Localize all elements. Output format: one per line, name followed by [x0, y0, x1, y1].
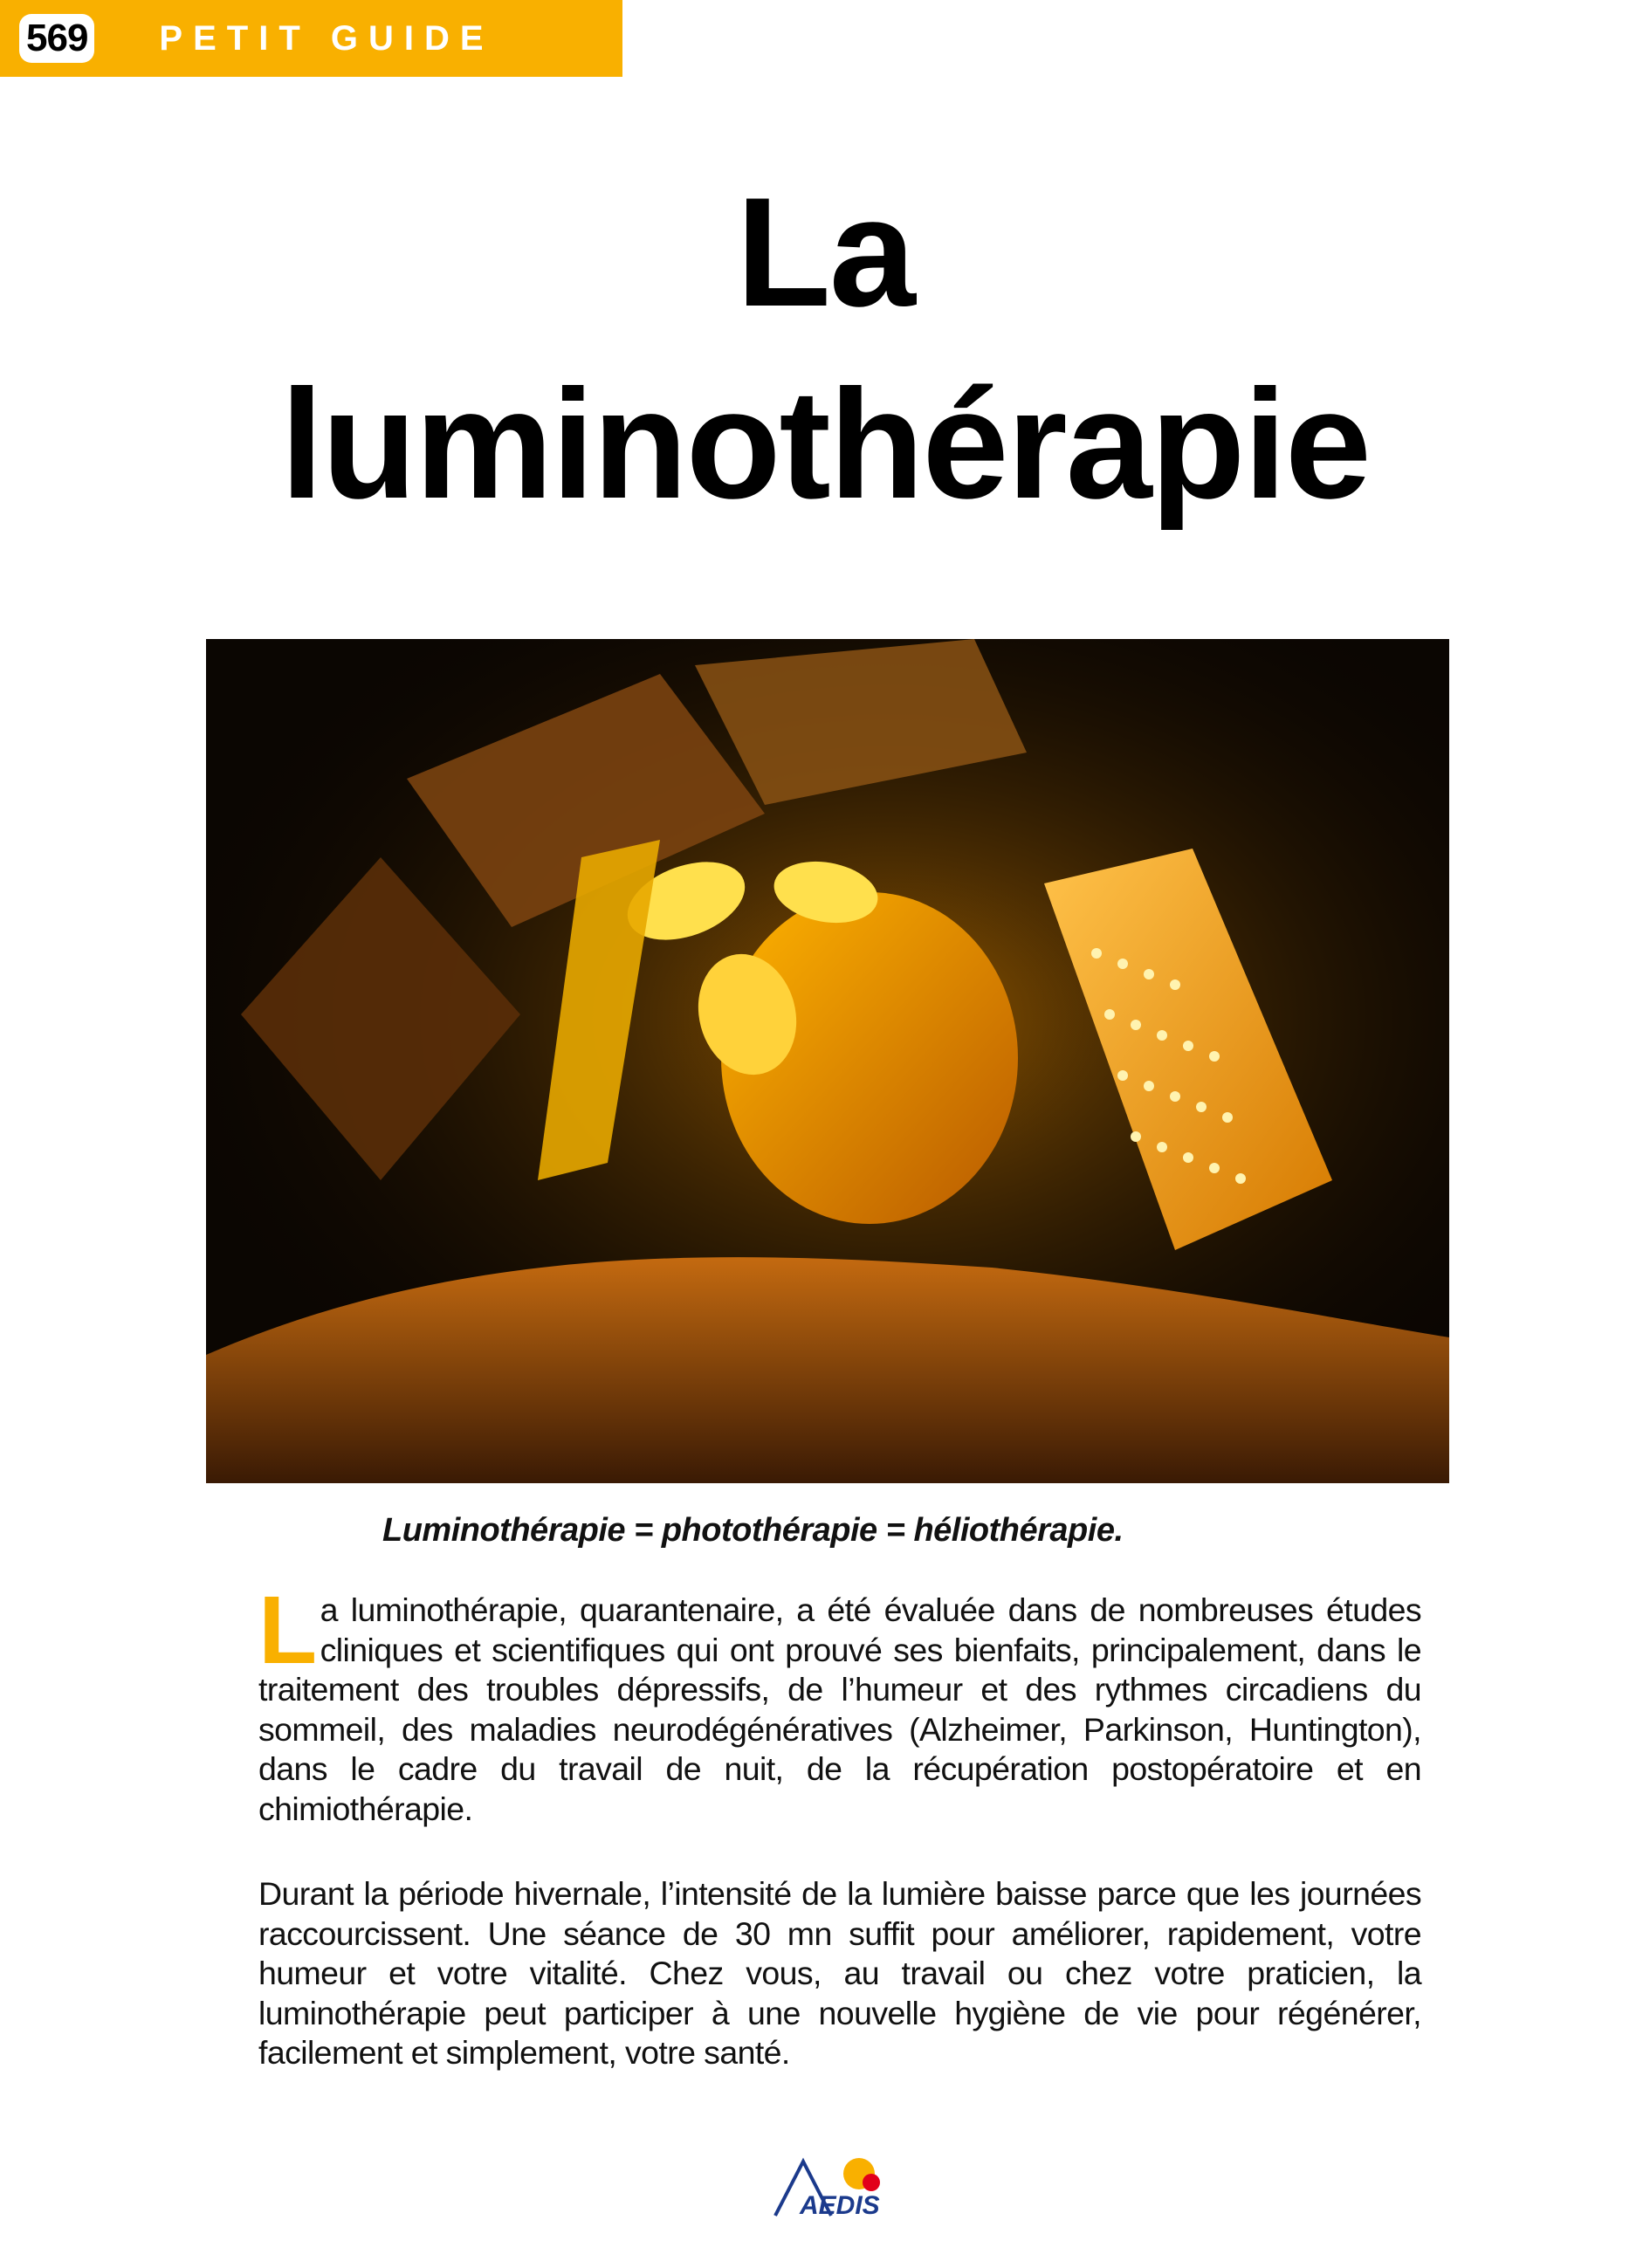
body-paragraph-2: Durant la période hivernale, l’intensité de la lumière baisse parce que les journées raccourcissent. Une séance de 30 mn suffit pour améliorer, rapidement, votre humeur et votre vitalité. Chez vous, au travail ou chez votre praticien, la luminothérapie peut participer à une nouvelle hygiène de vie pour régénérer, facilement et simplement, votre santé.	[258, 1875, 1421, 2071]
drop-cap: L	[258, 1577, 317, 1684]
publisher-logo	[768, 2153, 887, 2223]
body-paragraph-1	[258, 1577, 1421, 1829]
page-title-line-2: luminothérapie	[280, 357, 1370, 531]
paragraph-1-text: a luminothérapie, quarantenaire, a été évaluée dans de nombreuses études cliniques et scientifiques qui ont prouvé ses bienfaits, principalement, dans le traitement des troubles dépressifs, de l’humeur et des rythmes circadiens du sommeil, des maladies neurodégénératives (Alzheimer, Parkinson, Huntington), dans le cadre du travail de nuit, de la récupération postopératoire et en chimiothérapie.	[258, 1591, 1421, 1827]
logo-text: AEDIS	[800, 2191, 880, 2220]
cover-photo	[206, 639, 1449, 1483]
photo-caption: Luminothérapie = photothérapie = héliothérapie.	[382, 1512, 1124, 1549]
series-banner	[0, 0, 622, 77]
guide-number-badge: 569	[19, 14, 94, 63]
page-title-line-1: La	[736, 165, 914, 339]
series-name: PETIT GUIDE	[159, 18, 494, 58]
